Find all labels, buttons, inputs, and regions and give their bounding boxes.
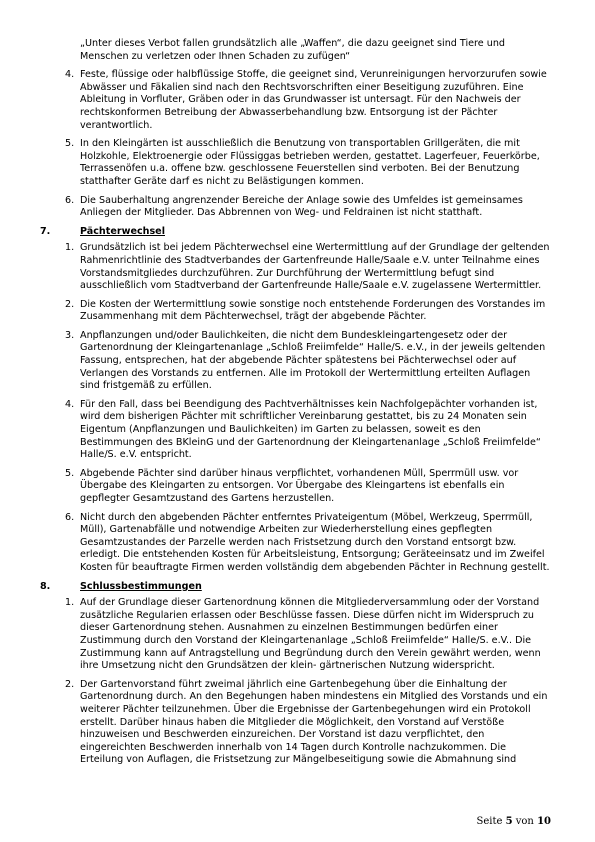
list-group-a bbox=[52, 69, 552, 220]
list-item bbox=[52, 195, 552, 220]
list-item-number: 4. bbox=[65, 69, 75, 81]
list-item-text: Nicht durch den abgebenden Pächter entferntes Privateigentum (Möbel, Werkzeug, Sperrmüll, Müll), Gartenabfälle und notwendige Arbeiten zur Wiederherstellung eines gepflegten Gesamtzustandes der Parzelle werden nach Fristsetzung durch den Vorstand entsorgt bzw. erledigt. Die entstehenden Kosten für Arbeitsleistung, Entsorgung; Geräteeinsatz und im Zweifel Kosten für beauftragte Firmen werden vollständig dem abgebenden Pächter in Rechnung gestellt. bbox=[80, 511, 550, 573]
section-heading bbox=[40, 580, 552, 594]
footer-middle: von bbox=[515, 816, 534, 827]
intro-quote: „Unter dieses Verbot fallen grundsätzlich alle „Waffen“, die dazu geeignet sind Tiere und Menschen zu verletzen oder Ihnen Schaden zu zufügen“ bbox=[80, 38, 505, 62]
section-number: 8. bbox=[40, 580, 51, 592]
page-content bbox=[40, 38, 552, 773]
list-item-number: 6. bbox=[65, 511, 75, 523]
list-group-b bbox=[52, 242, 552, 574]
section-heading bbox=[40, 225, 552, 239]
footer-total-pages: 10 bbox=[537, 816, 551, 827]
list-item-text: Die Kosten der Wertermittlung sowie sonstige noch entstehende Forderungen des Vorstandes im Zusammenhang mit dem Pächterwechsel, trägt der abgebende Pächter. bbox=[80, 298, 546, 323]
list-item-text: Die Sauberhaltung angrenzender Bereiche der Anlage sowie des Umfeldes ist gemeinsames Anliegen der Mitglieder. Das Abbrennen von Weg- und Feldrainen ist nicht statthaft. bbox=[80, 194, 523, 219]
list-item-number: 2. bbox=[65, 298, 75, 310]
page-footer bbox=[477, 816, 551, 827]
list-item-number: 2. bbox=[65, 678, 75, 690]
list-item-text: Für den Fall, dass bei Beendigung des Pachtverhältnisses kein Nachfolgepächter vorhanden ist, wird dem bisherigen Pächter mit schriftlicher Vereinbarung gestattet, bis zu 24 Monaten sein Eigentum (Anpflanzungen und Baulichkeiten) im Garten zu belassen, soweit es den Bestimmungen des BKleinG und der Gartenordnung der Kleingartenanlage „Schloß Freiimfelde“ Halle/S. e.V. entspricht. bbox=[80, 398, 541, 461]
list-item bbox=[52, 330, 552, 393]
list-item bbox=[52, 242, 552, 292]
section-title: Pächterwechsel bbox=[80, 225, 165, 237]
list-item-number: 5. bbox=[65, 467, 75, 479]
list-item-number: 6. bbox=[65, 194, 75, 206]
list-item bbox=[52, 69, 552, 132]
section-number: 7. bbox=[40, 225, 51, 237]
section-title: Schlussbestimmungen bbox=[80, 580, 202, 592]
list-item-text: Auf der Grundlage dieser Gartenordnung können die Mitgliederversammlung oder der Vorstand zusätzliche Regularien erlassen oder Beschlüsse fassen. Diese dürfen nicht im Widerspruch zu dieser Gartenordnung stehen. Ausnahmen zu einzelnen Bestimmungen bedürfen einer Zustimmung durch den Vorstand der Kleingartenanlage „Schloß Freiimfelde“ Halle/S. e.V.. Die Zustimmung kann auf Antragstellung und Begründung durch den Verein gewährt werden, wenn ihre Umsetzung nicht den Grundsätzen der klein- gärtnerischen Nutzung widerspricht. bbox=[80, 597, 541, 672]
footer-prefix: Seite bbox=[476, 816, 503, 827]
list-item bbox=[52, 597, 552, 673]
list-item bbox=[52, 399, 552, 462]
list-item bbox=[52, 138, 552, 188]
list-item bbox=[52, 679, 552, 767]
list-item-text: In den Kleingärten ist ausschließlich die Benutzung von transportablen Grillgeräten, die mit Holzkohle, Elektroenergie oder Flüssiggas betrieben werden, gestattet. Lagerfeuer, Feuerkörbe, Terrassenöfen u.a. offene bzw. geschlossene Feuerstellen sind verboten. Bei der Benutzung statthafter Geräte darf es nicht zu Belästigungen kommen. bbox=[80, 138, 540, 187]
list-item bbox=[52, 299, 552, 324]
list-item-text: Feste, flüssige oder halbflüssige Stoffe, die geeignet sind, Verunreinigungen hervorzurufen sowie Abwässer und Fäkalien sind nach den Rechtsvorschriften einer Beseitigung zuzuführen. Eine Ableitung in Vorfluter, Gräben oder in das Grundwasser ist untersagt. Für den Nachweis der rechtskonformen Betreibung der Abwasserbehandlung bzw. Entsorgung ist der Pächter verantwortlich. bbox=[80, 69, 547, 131]
list-item-text: Der Gartenvorstand führt zweimal jährlich eine Gartenbegehung über die Einhaltung der Gartenordnung durch. An den Begehungen haben mindestens ein Mitglied des Vorstands und ein weiterer Pächter teilzunehmen. Über die Ergebnisse der Gartenbegehungen wird ein Protokoll erstellt. Darüber hinaus haben die Mitglieder die Möglichkeit, den Vorstand auf Verstöße hinzuweisen und Beschwerden einzureichen. Der Vorstand ist dazu verpflichtet, den eingereichten Beschwerden innerhalb von 14 Tagen durch Kontrolle nachzukommen. Die Erteilung von Auflagen, die Fristsetzung zur Mängelbeseitigung sowie die Abmahnung sind bbox=[80, 678, 548, 766]
list-item bbox=[52, 468, 552, 506]
list-item-text: Abgebende Pächter sind darüber hinaus verpflichtet, vorhandenen Müll, Sperrmüll usw. vor Übergabe des Kleingarten zu entsorgen. Vor Übergabe des Kleingartens ist ebenfalls ein gepflegter Gesamtzustand des Gartens herzustellen. bbox=[80, 467, 519, 504]
list-item-text: Anpflanzungen und/oder Baulichkeiten, die nicht dem Bundeskleingartengesetz oder der Gartenordnung der Kleingartenanlage „Schloß Freiimfelde“ Halle/S. e.V., in der jeweils geltenden Fassung, entsprechen, hat der abgebende Pächter spätestens bei Pächterwechsel oder auf Verlangen des Vorstands zu entfernen. Alle im Protokoll der Wertermittlung erteilten Auflagen sind fristgemäß zu erfüllen. bbox=[80, 329, 546, 392]
list-item-number: 4. bbox=[65, 398, 75, 410]
list-item bbox=[52, 512, 552, 575]
list-item-number: 3. bbox=[65, 329, 75, 341]
list-item-text: Grundsätzlich ist bei jedem Pächterwechsel eine Wertermittlung auf der Grundlage der geltenden Rahmenrichtlinie des Stadtverbandes der Gartenfreunde Halle/Saale e.V. unter Teilnahme eines Vorstandsmitgliedes durchzuführen. Zur Durchführung der Wertermittlung befugt sind ausschließlich vom Stadtverband der Gartenfreunde Halle/Saale e.V. zugelassene Wertermittler. bbox=[80, 242, 550, 292]
footer-page-number: 5 bbox=[505, 816, 513, 827]
list-group-c bbox=[52, 597, 552, 767]
list-item-number: 1. bbox=[65, 242, 75, 254]
list-item-number: 5. bbox=[65, 138, 75, 150]
list-item-number: 1. bbox=[65, 597, 75, 609]
